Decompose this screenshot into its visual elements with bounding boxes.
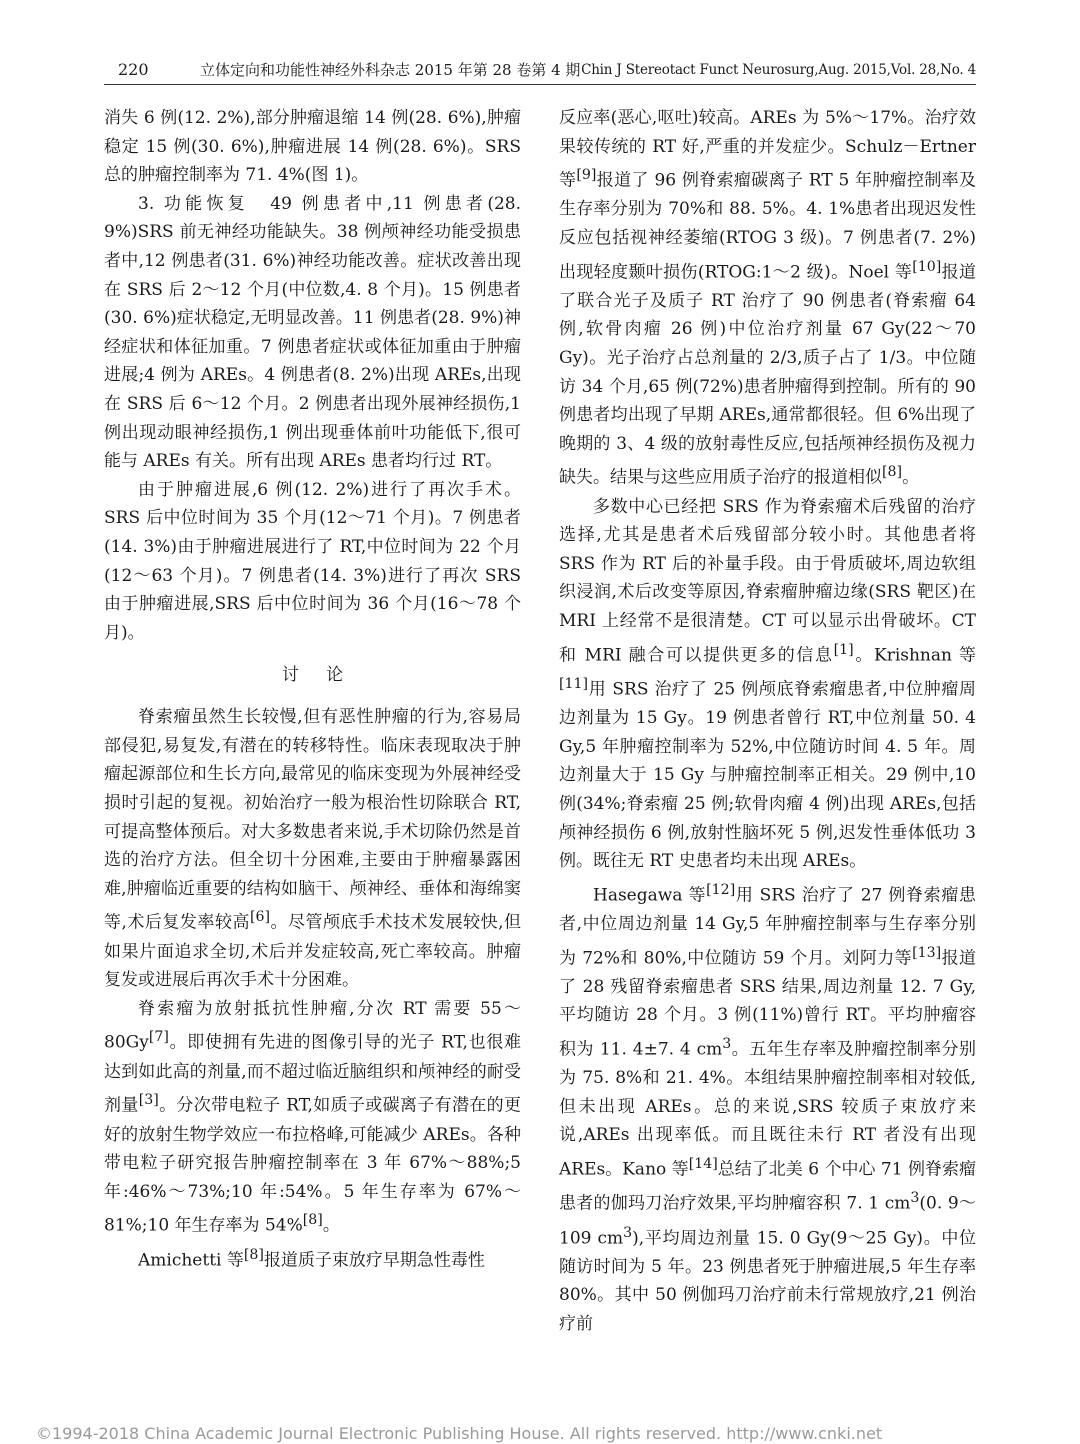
text-run: 报道质子束放疗早期急性毒性 (263, 1250, 485, 1271)
discussion-paragraph-6 (559, 876, 976, 1339)
superscript-unit: 3 (722, 1036, 732, 1052)
left-column (104, 104, 521, 1275)
text-run: 用 SRS 治疗了 27 例脊索瘤患者,中位周边剂量 14 Gy,5 年肿瘤控制率与生存率分别为 72%和 80%,中位随访 59 个月。刘阿力等 (559, 885, 976, 969)
copyright-footer: ©1994-2018 China Academic Journal Electronic Publishing House. All rights reserved. http://www.cnki.net (36, 1424, 883, 1443)
text-run: 。即使拥有先进的图像引导的光子 RT,也很难达到如此高的剂量,而不超过临近脑组织和颅神经的耐受剂量 (104, 1033, 521, 1116)
discussion-paragraph-5 (559, 493, 976, 876)
text-run: Hasegawa 等 (593, 885, 707, 906)
text-run: 脊索瘤为放射抵抗性肿瘤,分次 RT 需要 55～80Gy (104, 998, 521, 1054)
text-run: 报道了 96 例脊索瘤碳离子 RT 5 年肿瘤控制率及生存率分别为 70%和 88. 5%。4. 1%患者出现迟发性反应包括视神经萎缩(RTOG 3 级)。7 例患者(7. 2%)出现轻度颞叶损伤(RTOG:1～2 级)。Noel 等 (559, 170, 977, 283)
citation-ref: [8] (302, 1212, 323, 1229)
running-header (104, 58, 976, 85)
citation-ref: [6] (249, 909, 271, 926)
citation-ref: [8] (243, 1246, 264, 1263)
text-run: 。五年生存率及肿瘤控制率分别为 75. 8%和 21. 4%。本组结果肿瘤控制率相对较低,但未出现 AREs。总的来说,SRS 较质子束放疗来说,AREs 出现率低。而且既往未行 RT 者没有出现 AREs。Kano 等 (559, 1039, 977, 1180)
text-run: 报道了 28 残留脊索瘤患者 SRS 结果,周边剂量 12. 7 Gy,平均随访 28 个月。3 例(11%)曾行 RT。平均肿瘤容积为 11. 4±7. 4 cm (559, 948, 977, 1060)
citation-ref: [9] (576, 167, 597, 184)
citation-ref: [13] (912, 944, 942, 961)
journal-title-en: Chin J Stereotact Funct Neurosurg,Aug. 2015,Vol. 28,No. 4 (581, 62, 976, 78)
citation-ref: [10] (912, 258, 942, 275)
right-column (559, 104, 976, 1339)
discussion-paragraph-4 (559, 104, 976, 493)
text-run: (0. 9～109 cm (559, 1193, 976, 1249)
text-run: 。尽管颅底手术技术发展较快,但如果片面追求全切,术后并发症较高,死亡率较高。肿瘤复发或进展后再次手术十分困难。 (104, 913, 521, 991)
text-run: 脊索瘤虽然生长较慢,但有恶性肿瘤的行为,容易局部侵犯,易复发,有潜在的转移特性。临床表现取决于肿瘤起源部位和生长方向,最常见的临床变现为外展神经受损时引起的复视。初始治疗一般为根治性切除联合 RT,可提高整体预后。对大多数患者来说,手术切除仍然是首选的治疗方法。但全切十分困难,主要由于肿瘤暴露困难,肿瘤临近重要的结构如脑干、颅神经、垂体和海绵窦等,术后复发率较高 (104, 707, 521, 934)
citation-ref: [11] (559, 675, 589, 692)
citation-ref: [14] (688, 1156, 718, 1173)
text-run: ),平均周边剂量 15. 0 Gy(9～25 Gy)。中位随访时间为 5 年。23 例患者死于肿瘤进展,5 年生存率 80%。其中 50 例伽玛刀治疗前未行常规放疗,21 例治疗前 (559, 1228, 976, 1334)
text-run: 。Krishnan 等 (853, 645, 977, 666)
text-run: Amichetti 等 (138, 1250, 244, 1271)
discussion-paragraph-1 (104, 703, 521, 995)
results-paragraph-tumor-control: 消失 6 例(12. 2%),部分肿瘤退缩 14 例(28. 6%),肿瘤稳定 15 例(30. 6%),肿瘤进展 14 例(28. 6%)。SRS 总的肿瘤控制率为 71. 4%(图 1)。 (104, 108, 521, 186)
page-number: 220 (118, 60, 149, 79)
citation-ref: [7] (148, 1029, 169, 1046)
text-run: 。分次带电粒子 RT,如质子或碳离子有潜在的更好的放射生物学效应一布拉格峰,可能减少 AREs。各种带电粒子研究报告肿瘤控制率在 3 年 67%～88%;5 年:46%～73%;10 年:54%。5 年生存率为 67%～81%;10 年生存率为 54% (104, 1095, 522, 1236)
results-paragraph-function-recovery: 3. 功能恢复 49 例患者中,11 例患者(28. 9%)SRS 前无神经功能缺失。38 例颅神经功能受损患者中,12 例患者(31. 6%)神经功能改善。症状改善出现在 SRS 后 2～12 个月(中位数,4. 8 个月)。15 例患者(30. 6%)症状稳定,无明显改善。11 例患者(28. 9%)神经症状和体征加重。7 例患者症状或体征加重由于肿瘤进展;4 例为 AREs。4 例患者(8. 2%)出现 AREs,出现在 SRS 后 6～12 个月。2 例患者出现外展神经损伤,1 例出现动眼神经损伤,1 例出现垂体前叶功能低下,很可能与 AREs 有关。所有出现 AREs 患者均行过 RT。 (104, 193, 521, 472)
text-run: 报道了联合光子及质子 RT 治疗了 90 例患者(脊索瘤 64 例,软骨肉瘤 26 例)中位治疗剂量 67 Gy(22～70 Gy)。光子治疗占总剂量的 2/3,质子占了 1/3。中位随访 34 个月,65 例(72%)患者肿瘤得到控制。所有的 90 例患者均出现了早期 AREs,通常都很轻。但 6%出现了晚期的 3、4 级的放射毒性反应,包括颅神经损伤及视力缺失。结果与这些应用质子治疗的报道相似 (559, 262, 976, 489)
discussion-paragraph-2 (104, 995, 521, 1241)
text-run: 总结了北美 6 个中心 71 例脊索瘤患者的伽玛刀治疗效果,平均肿瘤容积 7. 1 cm (559, 1159, 976, 1214)
citation-ref: [3] (138, 1092, 159, 1109)
text-run: 多数中心已经把 SRS 作为脊索瘤术后残留的治疗选择,尤其是患者术后残留部分较小时。其他患者将 SRS 作为 RT 后的补量手段。由于骨质破坏,周边软组织浸润,术后改变等原因,脊索瘤肿瘤边缘(SRS 靶区)在 MRI 上经常不是很清楚。CT 可以显示出骨破坏。CT 和 MRI 融合可以提供更多的信息 (559, 496, 976, 666)
discussion-heading: 讨论 (281, 665, 371, 686)
discussion-paragraph-3 (104, 1241, 521, 1275)
text-run: 。 (902, 468, 920, 489)
text-run: 。 (322, 1216, 340, 1236)
superscript-unit: 3 (910, 1190, 920, 1207)
text-run: 反应率(恶心,呕吐)较高。AREs 为 5%～17%。治疗效果较传统的 RT 好,严重的并发症少。Schulz－Ertner 等 (559, 108, 976, 191)
journal-title-cn: 立体定向和功能性神经外科杂志 2015 年第 28 卷第 4 期 (200, 61, 581, 79)
citation-ref: [12] (706, 881, 736, 898)
superscript-unit: 3 (623, 1224, 633, 1241)
text-run: 用 SRS 治疗了 25 例颅底脊索瘤患者,中位肿瘤周边剂量为 15 Gy。19 例患者曾行 RT,中位剂量 50. 4 Gy,5 年肿瘤控制率为 52%,中位随访时间 4. 5 年。周边剂量大于 15 Gy 与肿瘤控制率正相关。29 例中,10 例(34%;脊索瘤 25 例;软骨肉瘤 4 例)出现 AREs,包括颅神经损伤 6 例,放射性脑坏死 5 例,迟发性垂体低功 3 例。既往无 RT 史患者均未出现 AREs。 (559, 679, 976, 872)
results-paragraph-reoperation: 由于肿瘤进展,6 例(12. 2%)进行了再次手术。SRS 后中位时间为 35 个月(12～71 个月)。7 例患者(14. 3%)由于肿瘤进展进行了 RT,中位时间为 22 个月(12～63 个月)。7 例患者(14. 3%)进行了再次 SRS 由于肿瘤进展,SRS 后中位时间为 36 个月(16～78 个月)。 (104, 479, 521, 643)
citation-ref: [8] (882, 464, 903, 481)
citation-ref: [1] (833, 641, 854, 658)
